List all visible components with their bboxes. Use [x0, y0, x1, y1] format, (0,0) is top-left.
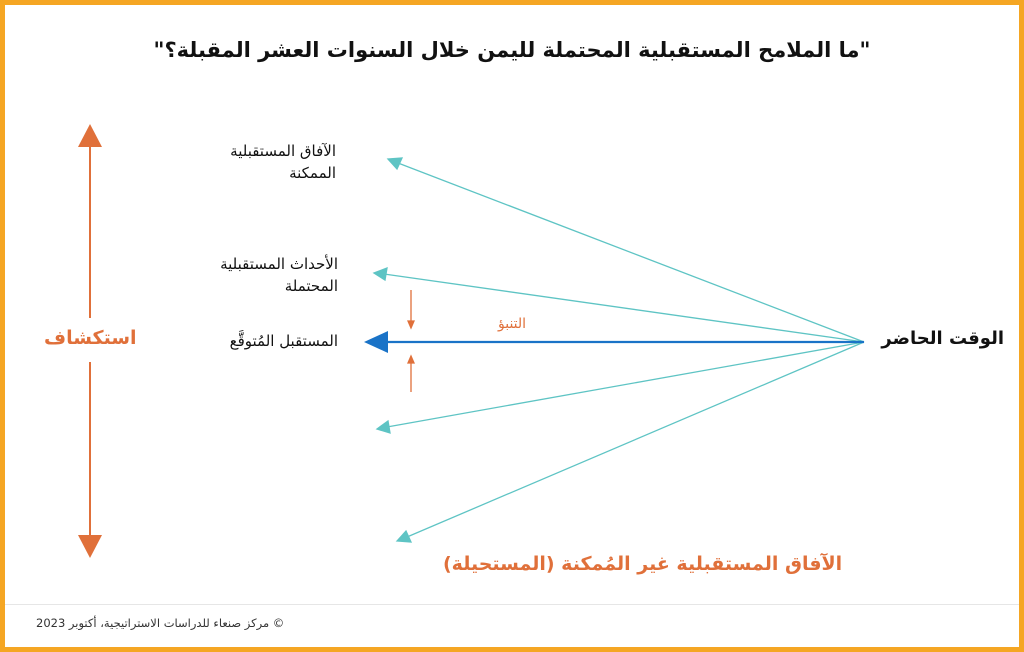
ray-lower-head — [377, 421, 390, 433]
label-probable-events-line1: الأحداث المستقبلية — [220, 255, 338, 273]
ray-probable-events — [384, 274, 864, 342]
label-probable-events — [220, 253, 338, 297]
label-prediction: التنبؤ — [498, 316, 527, 332]
label-exploration: استكشاف — [44, 327, 137, 349]
label-possible-horizons-line2: الممكنة — [289, 164, 336, 182]
label-present-time: الوقت الحاضر — [881, 328, 1004, 349]
label-possible-horizons — [230, 140, 336, 184]
prediction-arrow-down-head — [408, 321, 414, 328]
label-possible-horizons-line1: الآفاق المستقبلية — [230, 142, 336, 160]
expected-future-arrowhead — [364, 331, 388, 353]
ray-impossible — [407, 342, 864, 537]
footer-copyright: © مركز صنعاء للدراسات الاستراتيجية، أكتوبر 2023 — [36, 616, 285, 630]
diagram-title: "ما الملامح المستقبلية المحتملة لليمن خلال السنوات العشر المقبلة؟" — [153, 38, 871, 62]
ray-possible-horizons-head — [388, 158, 402, 169]
exploration-arrow-down-head — [78, 535, 102, 558]
exploration-arrow-up-head — [78, 124, 102, 147]
expected-future-arrow — [364, 331, 864, 353]
ray-impossible-head — [397, 531, 411, 542]
ray-possible-horizons — [398, 163, 864, 342]
prediction-arrow-up-head — [408, 356, 414, 363]
teal-rays — [374, 158, 864, 542]
footer-divider — [5, 604, 1019, 605]
ray-probable-events-head — [374, 268, 387, 280]
label-probable-events-line2: المحتملة — [284, 277, 338, 295]
label-expected-future: المستقبل المُتوقَّع — [229, 332, 338, 350]
ray-lower — [387, 342, 864, 427]
label-impossible-horizons: الآفاق المستقبلية غير المُمكنة (المستحيلة) — [443, 553, 843, 575]
